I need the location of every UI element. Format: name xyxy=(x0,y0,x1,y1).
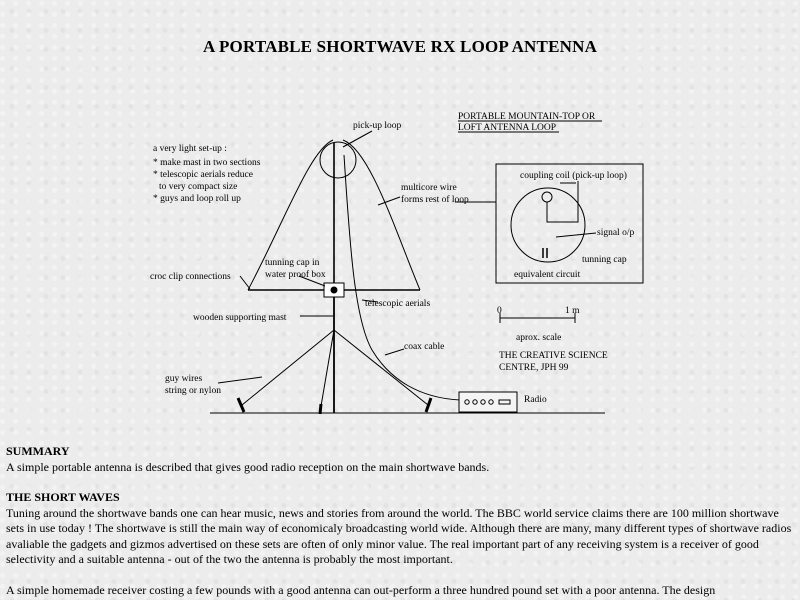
label-equivalent: equivalent circuit xyxy=(514,270,581,280)
label-credit1: THE CREATIVE SCIENCE xyxy=(499,351,608,361)
short-waves-paragraph-2: A simple homemade receiver costing a few pounds with a good antenna can out-perform a three hundred pound set with a poor antenna. The design xyxy=(6,582,716,597)
label-bullet2b: to very compact size xyxy=(159,182,238,192)
label-multicore2: forms rest of loop xyxy=(401,195,469,205)
pickup-loop-circle xyxy=(320,142,356,178)
label-signal: signal o/p xyxy=(597,228,635,238)
label-croc-clip: croc clip connections xyxy=(150,272,231,282)
label-tuning-cap2: water proof box xyxy=(265,270,326,280)
section-heading-summary: SUMMARY xyxy=(6,444,70,458)
guy-peg-left xyxy=(238,398,244,412)
article-body xyxy=(6,444,796,598)
loop-wire-right xyxy=(343,140,420,290)
page-title: A PORTABLE SHORTWAVE RX LOOP ANTENNA xyxy=(202,37,598,56)
label-scale: aprox. scale xyxy=(516,333,562,343)
label-radio: Radio xyxy=(524,395,547,405)
label-scale-1m: 1 m xyxy=(565,306,580,316)
label-guy1: guy wires xyxy=(165,374,203,384)
label-credit2: CENTRE, JPH 99 xyxy=(499,363,569,373)
label-telescopic: telescopic aerials xyxy=(365,299,431,309)
label-inset-title1: PORTABLE MOUNTAIN-TOP OR xyxy=(458,112,596,122)
label-bullet3: * guys and loop roll up xyxy=(153,194,241,204)
guy-peg-right xyxy=(426,398,431,412)
tuning-box-dot xyxy=(331,287,337,293)
label-light-setup: a very light set-up : xyxy=(153,144,227,154)
guy-wire-left xyxy=(242,330,334,405)
summary-paragraph: A simple portable antenna is described that gives good radio reception on the main shortwave bands. xyxy=(6,459,490,474)
guy-wire-middle xyxy=(320,330,334,412)
equivalent-circuit-box xyxy=(496,164,643,283)
label-guy2: string or nylon xyxy=(165,386,221,396)
label-inset-title2: LOFT ANTENNA LOOP xyxy=(458,123,556,133)
label-coupling: coupling coil (pick-up loop) xyxy=(520,171,627,181)
label-tuning-cap1: tunning cap in xyxy=(265,258,320,268)
label-pickup-loop: pick-up loop xyxy=(353,121,402,131)
label-bullet2: * telescopic aerials reduce xyxy=(153,170,253,180)
section-heading-short-waves: THE SHORT WAVES xyxy=(6,490,120,504)
label-bullet1: * make mast in two sections xyxy=(153,158,261,168)
label-multicore1: multicore wire xyxy=(401,183,457,193)
label-scale-0: 0 xyxy=(497,306,502,316)
label-coax: coax cable xyxy=(404,342,445,352)
label-mast: wooden supporting mast xyxy=(193,313,287,323)
radio-box xyxy=(459,392,517,412)
short-waves-paragraph-1: Tuning around the shortwave bands one can hear music, news and stories from around the world. The BBC world service claims there are 100 million shortwave sets in use today ! The shortwave is still the main way of economicaly broadcasting world wide. Although there are many, many different types of shortwave radios avaliable the gadgets and gizmos advertised on these sets are often of only minor value. The real important part of any receiving system is a receiver of good selectivity and a suitable antenna - out of the two the antenna is probably the most important. xyxy=(6,505,792,566)
label-tuning-cap-inset: tunning cap xyxy=(582,255,627,265)
